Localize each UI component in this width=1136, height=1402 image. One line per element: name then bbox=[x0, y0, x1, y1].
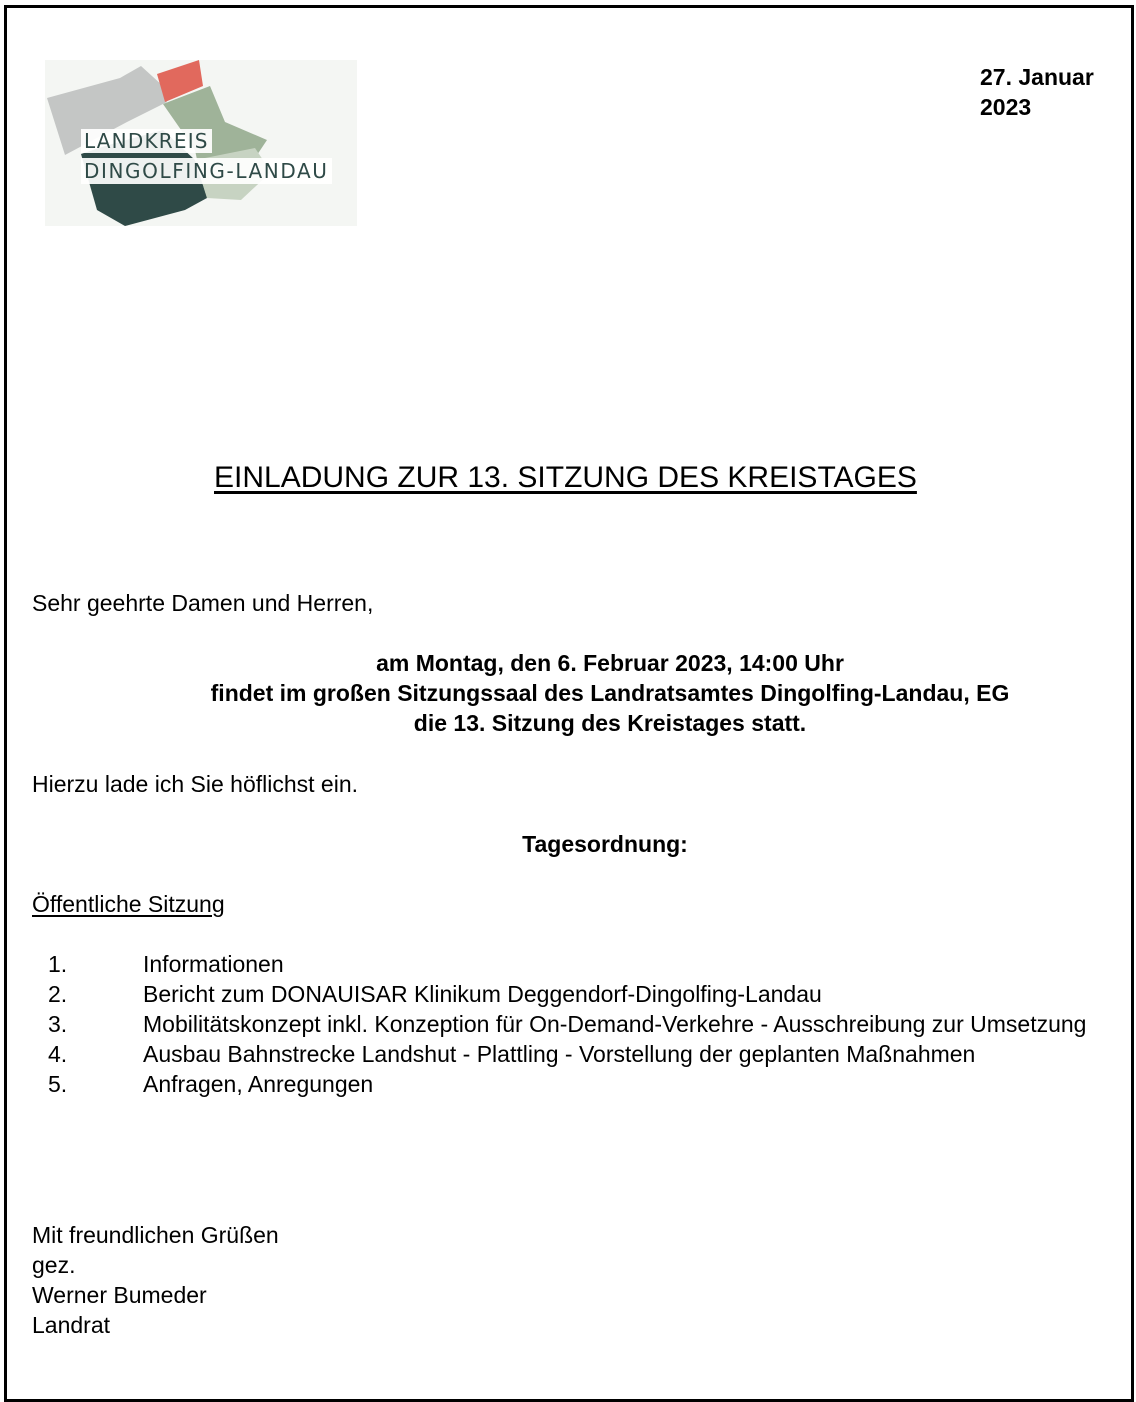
date-line-2: 2023 bbox=[980, 94, 1032, 120]
meeting-date-line: am Montag, den 6. Februar 2023, 14:00 Uhr bbox=[376, 650, 844, 676]
agenda-item-number: 3. bbox=[48, 1011, 68, 1037]
agenda-item-text: Informationen bbox=[143, 951, 284, 977]
agenda-list bbox=[32, 949, 1112, 1099]
agenda-item-text: Ausbau Bahnstrecke Landshut - Plattling - Vorstellung der geplanten Maßnahmen bbox=[143, 1041, 976, 1067]
signatory-name: Werner Bumeder bbox=[32, 1282, 207, 1308]
closing-regards: Mit freundlichen Grüßen bbox=[32, 1222, 279, 1248]
document-title: EINLADUNG ZUR 13. SITZUNG DES KREISTAGES bbox=[214, 461, 917, 494]
agenda-item bbox=[32, 1039, 1112, 1069]
invitation-sentence: Hierzu lade ich Sie höflichst ein. bbox=[32, 771, 358, 797]
meeting-announcement bbox=[0, 648, 1136, 738]
agenda-item bbox=[32, 949, 1112, 979]
agenda-item-number: 2. bbox=[48, 981, 68, 1007]
logo-text-landkreis: LANDKREIS bbox=[81, 129, 212, 153]
salutation: Sehr geehrte Damen und Herren, bbox=[32, 590, 374, 616]
letter-date bbox=[980, 62, 1094, 122]
agenda-item bbox=[32, 1009, 1112, 1039]
agenda-item-number: 5. bbox=[48, 1071, 68, 1097]
signatory-role: Landrat bbox=[32, 1312, 111, 1338]
agenda-item-text: Mobilitätskonzept inkl. Konzeption für On-Demand-Verkehre - Ausschreibung zur Umsetzung bbox=[143, 1011, 1087, 1037]
agenda-item-text: Bericht zum DONAUISAR Klinikum Deggendorf-Dingolfing-Landau bbox=[143, 981, 822, 1007]
agenda-item-number: 1. bbox=[48, 951, 68, 977]
meeting-subject-line: die 13. Sitzung des Kreistages statt. bbox=[413, 710, 807, 736]
agenda-item bbox=[32, 979, 1112, 1009]
closing-block bbox=[32, 1220, 279, 1340]
section-heading: Öffentliche Sitzung bbox=[32, 891, 225, 917]
closing-signed: gez. bbox=[32, 1252, 76, 1278]
agenda-item bbox=[32, 1069, 1112, 1099]
agenda-item-number: 4. bbox=[48, 1041, 68, 1067]
meeting-location-line: findet im großen Sitzungssaal des Landratsamtes Dingolfing-Landau, EG bbox=[210, 680, 1010, 706]
agenda-item-text: Anfragen, Anregungen bbox=[143, 1071, 374, 1097]
date-line-1: 27. Januar bbox=[980, 64, 1094, 90]
agenda-heading: Tagesordnung: bbox=[522, 831, 688, 857]
logo-text-dingolfing-landau: DINGOLFING-LANDAU bbox=[81, 158, 332, 184]
